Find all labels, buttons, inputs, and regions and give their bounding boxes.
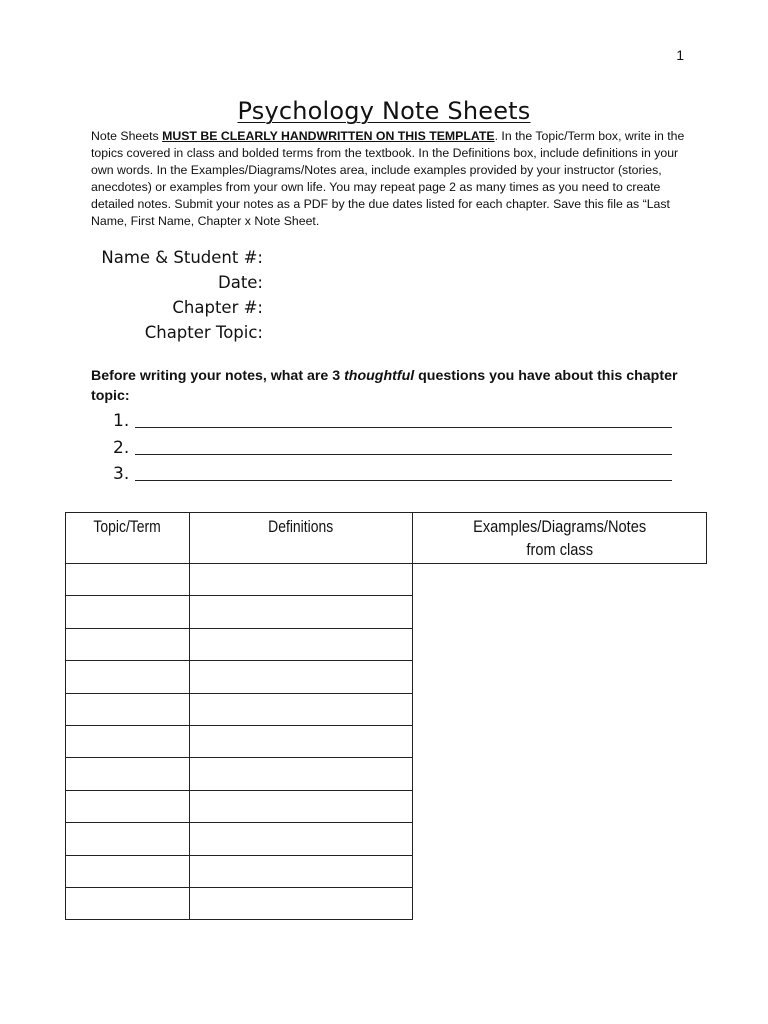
topic-term-cell[interactable] — [66, 693, 190, 725]
date-label: Date: — [218, 273, 263, 292]
notes-table-row — [66, 725, 707, 757]
notes-table-row — [66, 887, 707, 919]
examples-header-line2: from class — [526, 540, 593, 559]
topic-term-header — [66, 513, 190, 564]
notes-table-row — [66, 855, 707, 887]
definition-cell[interactable] — [190, 564, 413, 596]
question-answer-blank — [135, 438, 672, 455]
definitions-header — [190, 513, 413, 564]
examples-diagrams-notes-column — [413, 513, 707, 564]
definition-cell[interactable] — [190, 596, 413, 628]
notes-table-row — [66, 758, 707, 790]
notes-table-row — [66, 596, 707, 628]
page-number: 1 — [676, 47, 684, 63]
instructions-body: . In the Topic/Term box, write in the topics covered in class and bolded terms from the textbook. In the Definitions box, include definitions in your own words. In the Examples/Diagrams/Notes area, include examples provided by your instructor (stories, anecdotes) or examples from your own life. You may repeat page 2 as many times as you need to create detailed notes. Submit your notes as a PDF by the due dates listed for each chapter. Save this file as “Last Name, First Name, Chapter x Note Sheet. — [91, 129, 685, 228]
question-list — [113, 408, 683, 488]
definition-cell[interactable] — [190, 855, 413, 887]
topic-term-cell[interactable] — [66, 725, 190, 757]
notes-table-row — [66, 790, 707, 822]
instructions-lead: Note Sheets — [91, 129, 163, 143]
notes-table-row — [66, 564, 707, 596]
prompt-after: questions you have about this chapter topic: — [91, 368, 678, 404]
definition-cell[interactable] — [190, 823, 413, 855]
question-answer-blank — [135, 411, 672, 428]
notes-table-body — [66, 564, 707, 920]
instructions-emphasis: MUST BE CLEARLY HANDWRITTEN ON THIS TEMPLATE — [162, 129, 495, 143]
question-number: 1. — [113, 411, 130, 431]
page-title: Psychology Note Sheets — [237, 97, 531, 125]
topic-term-cell[interactable] — [66, 823, 190, 855]
prompt-before: Before writing your notes, what are 3 — [91, 368, 345, 384]
chapter-topic-label: Chapter Topic: — [144, 323, 263, 342]
examples-header-line1: Examples/Diagrams/Notes — [472, 517, 647, 536]
definition-cell[interactable] — [190, 693, 413, 725]
definition-cell[interactable] — [190, 790, 413, 822]
question-line — [113, 435, 683, 462]
topic-term-cell[interactable] — [66, 855, 190, 887]
topic-term-header-text: Topic/Term — [93, 517, 162, 536]
definition-cell[interactable] — [190, 758, 413, 790]
definitions-header-text: Definitions — [268, 517, 334, 536]
question-line — [113, 408, 683, 435]
student-info-fields — [80, 245, 263, 345]
notes-table-row — [66, 823, 707, 855]
chapter-number-label: Chapter #: — [172, 298, 263, 317]
notes-table-header-row — [66, 513, 707, 564]
name-student-number-label: Name & Student #: — [101, 248, 263, 267]
definition-cell[interactable] — [190, 661, 413, 693]
topic-term-cell[interactable] — [66, 596, 190, 628]
notes-table-row — [66, 628, 707, 660]
topic-term-cell[interactable] — [66, 758, 190, 790]
topic-term-cell[interactable] — [66, 661, 190, 693]
question-line — [113, 461, 683, 488]
definition-cell[interactable] — [190, 725, 413, 757]
notes-table-row — [66, 661, 707, 693]
question-number: 3. — [113, 464, 130, 484]
instructions-paragraph — [91, 128, 701, 230]
notes-table-row — [66, 693, 707, 725]
topic-term-cell[interactable] — [66, 790, 190, 822]
topic-term-cell[interactable] — [66, 628, 190, 660]
notes-table — [65, 512, 707, 920]
definition-cell[interactable] — [190, 887, 413, 919]
question-number: 2. — [113, 437, 130, 458]
questions-prompt — [91, 366, 691, 406]
prompt-italic: thoughtful — [344, 368, 415, 384]
definition-cell[interactable] — [190, 628, 413, 660]
question-answer-blank — [135, 464, 672, 481]
topic-term-cell[interactable] — [66, 564, 190, 596]
topic-term-cell[interactable] — [66, 887, 190, 919]
